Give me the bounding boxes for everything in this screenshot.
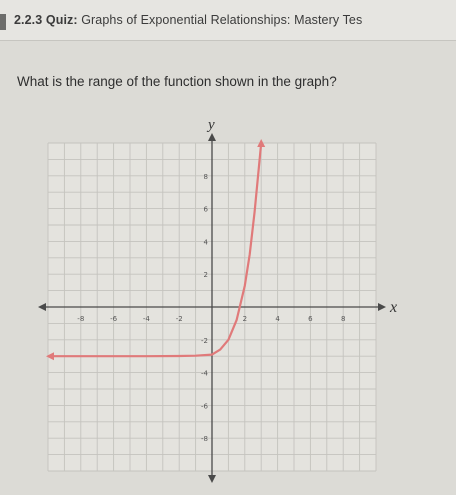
- x-axis-arrow-left: [38, 303, 46, 311]
- x-tick-label: 8: [340, 315, 346, 323]
- question-text: What is the range of the function shown in the graph?: [17, 74, 337, 89]
- y-tick-label: 4: [203, 238, 208, 247]
- quiz-title-text: Graphs of Exponential Relationships: Mastery Tes: [81, 13, 363, 27]
- x-axis-arrow-right: [378, 303, 386, 311]
- x-tick-label: -4: [142, 315, 150, 323]
- x-tick-label: -6: [110, 315, 118, 323]
- quiz-kind: Quiz:: [45, 13, 78, 27]
- y-tick-label: -4: [201, 369, 208, 378]
- y-tick-label: -8: [201, 435, 208, 444]
- x-tick-label: 2: [242, 315, 248, 323]
- x-axis-label: x: [390, 299, 398, 316]
- y-axis-arrow-down: [208, 475, 216, 483]
- y-tick-label: 2: [203, 271, 208, 280]
- y-tick-label: -6: [201, 402, 208, 411]
- x-tick-label: -2: [175, 315, 183, 323]
- y-axis-label: y: [208, 117, 215, 133]
- x-tick-label: 4: [275, 315, 280, 323]
- x-tick-label: -8: [77, 315, 85, 323]
- x-tick-label: 6: [308, 315, 313, 323]
- quiz-number: 2.2.3: [14, 13, 43, 27]
- y-tick-label: 6: [203, 205, 208, 214]
- y-tick-label: -2: [201, 336, 208, 345]
- y-axis-arrow-up: [208, 133, 216, 141]
- y-tick-label: 8: [203, 172, 208, 181]
